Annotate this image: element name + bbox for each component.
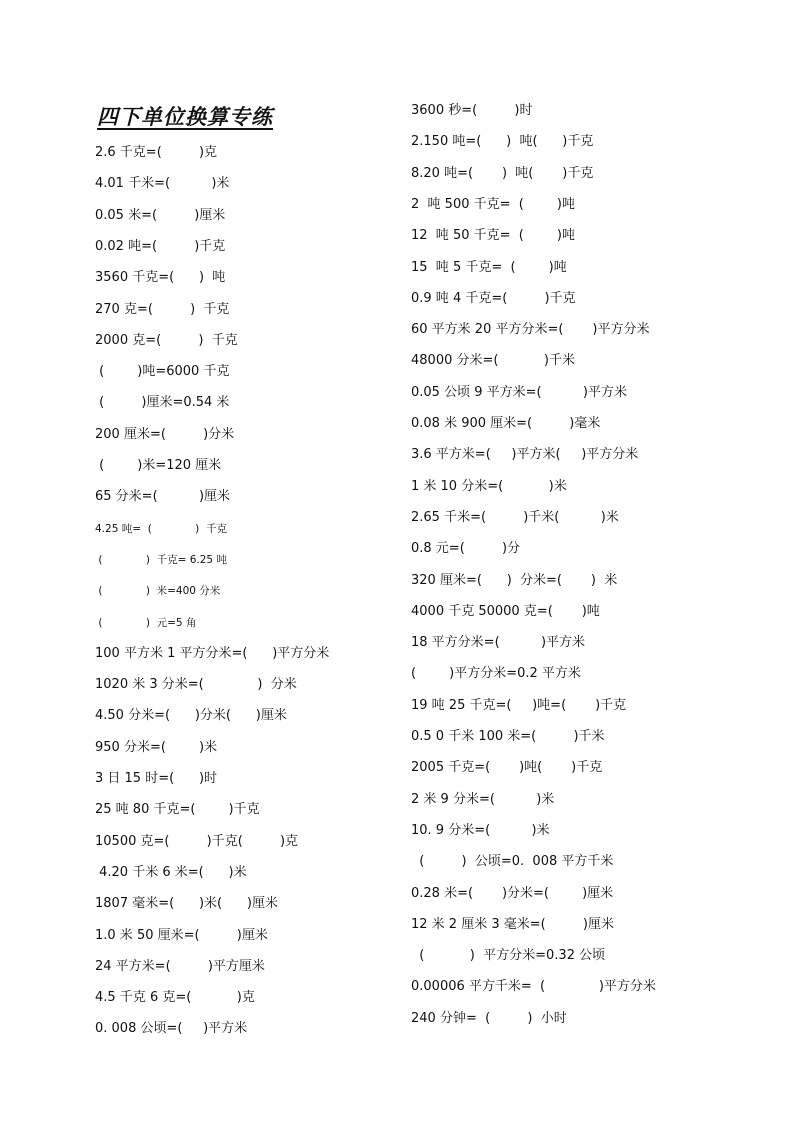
exercise-line: ( ) 公顷=0. 008 平方千米 (411, 854, 614, 870)
exercise-line: 12 米 2 厘米 3 毫米=( )厘米 (411, 916, 614, 932)
exercise-line: 100 平方米 1 平方分米=( )平方分米 (95, 645, 330, 661)
exercise-line: 2 米 9 分米=( )米 (411, 791, 555, 807)
exercise-line: 0.05 米=( )厘米 (95, 207, 226, 223)
exercise-line: 0.5 0 千米 100 米=( )千米 (411, 729, 605, 744)
exercise-line: 12 吨 50 千克= ( )吨 (411, 228, 575, 244)
exercise-line: 0.02 吨=( )千克 (95, 238, 226, 254)
exercise-line: 19 吨 25 千克=( )吨=( )千克 (411, 697, 627, 713)
exercise-line: 4.01 千米=( )米 (95, 176, 230, 192)
exercise-line: 1.0 米 50 厘米=( )厘米 (95, 927, 268, 943)
exercise-line: 0.08 米 900 厘米=( )毫米 (411, 416, 601, 431)
exercise-line: 4.20 千米 6 米=( )米 (95, 864, 247, 880)
exercise-line: 1020 米 3 分米=( ) 分米 (95, 677, 297, 693)
exercise-line: 320 厘米=( ) 分米=( ) 米 (411, 572, 618, 588)
exercise-line: 65 分米=( )厘米 (95, 489, 231, 505)
exercise-line: 10. 9 分米=( )米 (411, 822, 550, 838)
exercise-line: 0.05 公顷 9 平方米=( )平方米 (411, 384, 627, 400)
exercise-line: 3.6 平方米=( )平方米( )平方分米 (411, 447, 639, 463)
exercise-line: 2.6 千克=( )克 (95, 145, 218, 160)
exercise-line: ( ) 千克= 6.25 吨 (95, 553, 227, 566)
exercise-line: 15 吨 5 千克= ( )吨 (411, 259, 567, 275)
exercise-line: 4.5 千克 6 克=( )克 (95, 990, 255, 1006)
exercise-line: 0.8 元=( )分 (411, 541, 521, 557)
exercise-line: ( )米=120 厘米 (95, 458, 222, 473)
exercise-line: 2.150 吨=( ) 吨( )千克 (411, 134, 594, 150)
exercise-line: 2005 千克=( )吨( )千克 (411, 760, 603, 776)
exercise-line: 950 分米=( )米 (95, 739, 218, 755)
exercise-line: 3 日 15 时=( )时 (95, 771, 218, 786)
exercise-line: 4.50 分米=( )分米( )厘米 (95, 708, 287, 724)
exercise-line: ( ) 米=400 分米 (95, 585, 221, 598)
exercise-line: 0. 008 公顷=( )平方米 (95, 1021, 248, 1037)
exercise-line: 18 平方分米=( )平方米 (411, 635, 586, 651)
worksheet-title: 四下单位换算专练 (97, 104, 273, 129)
exercise-line: ( )平方分米=0.2 平方米 (411, 666, 581, 682)
exercise-line: ( ) 平方分米=0.32 公顷 (411, 948, 606, 964)
exercise-line: 3600 秒=( )时 (411, 103, 533, 118)
exercise-line: ( ) 元=5 角 (95, 616, 197, 629)
exercise-line: 10500 克=( )千克( )克 (95, 833, 299, 849)
exercise-line: 4000 千克 50000 克=( )吨 (411, 603, 600, 619)
exercise-line: 1807 毫米=( )米( )厘米 (95, 896, 278, 912)
exercise-line: 48000 分米=( )千米 (411, 353, 575, 369)
exercise-line: 8.20 吨=( ) 吨( )千克 (411, 165, 594, 181)
exercise-line: 0.28 米=( )分米=( )厘米 (411, 885, 614, 901)
exercise-line: 200 厘米=( )分米 (95, 426, 235, 442)
exercise-line: 25 吨 80 千克=( )千克 (95, 802, 260, 818)
exercise-line: 2000 克=( ) 千克 (95, 332, 238, 348)
exercise-line: 0.00006 平方千米= ( )平方分米 (411, 979, 656, 995)
exercise-line: 60 平方米 20 平方分米=( )平方分米 (411, 322, 650, 338)
exercise-line: ( )吨=6000 千克 (95, 364, 230, 380)
exercise-line: 2.65 千米=( )千米( )米 (411, 509, 619, 525)
exercise-line: 24 平方米=( )平方厘米 (95, 958, 265, 974)
exercise-line: 2 吨 500 千克= ( )吨 (411, 196, 575, 212)
exercise-line: 3560 千克=( ) 吨 (95, 270, 226, 286)
exercise-line: 1 米 10 分米=( )米 (411, 478, 567, 494)
exercise-line: 240 分钟= ( ) 小时 (411, 1010, 567, 1026)
exercise-line: 4.25 吨= ( ) 千克 (95, 522, 227, 535)
exercise-line: 270 克=( ) 千克 (95, 301, 230, 317)
exercise-line: 0.9 吨 4 千克=( )千克 (411, 290, 576, 306)
exercise-line: ( )厘米=0.54 米 (95, 395, 230, 411)
